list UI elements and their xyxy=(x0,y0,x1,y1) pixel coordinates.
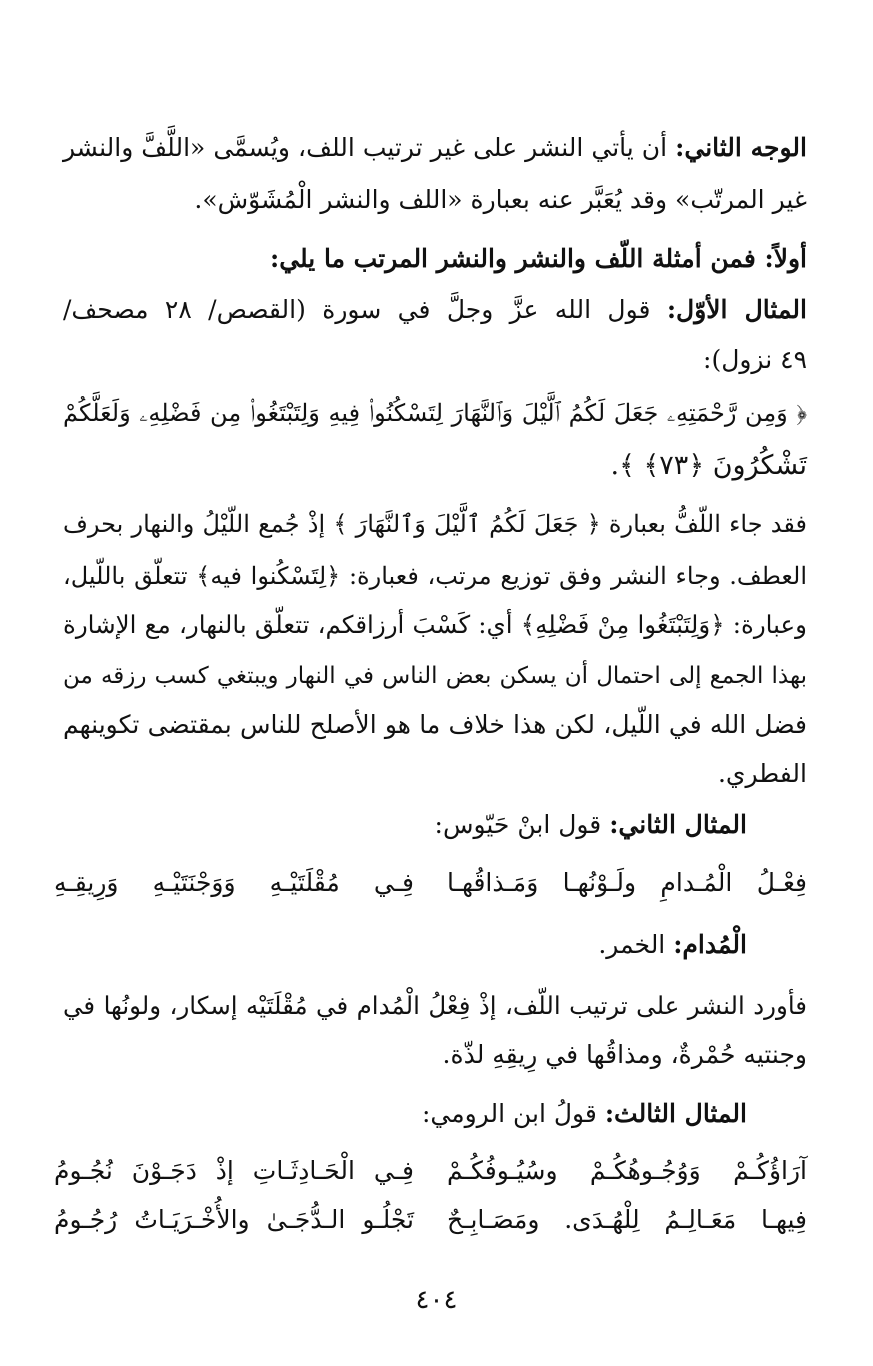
poem-2-line-1-right: آرَاؤُكُـمْ وَوُجُـوهُكُـمْ وسُيُـوفُكُـمْ xyxy=(447,1156,807,1185)
page-number: ٤٠٤ xyxy=(415,1285,458,1315)
section-heading: الوجه الثاني: xyxy=(675,133,807,162)
poem-2-line-1-left: فِـي الْحَـادِثَـاتِ إذْ دَجَـوْنَ نُجُـومُ xyxy=(54,1156,414,1185)
text-line-12: فضل الله في اللّيل، لكن هذا خلاف ما هو الأصلح للناس بمقتضى تكوينهم xyxy=(63,710,807,739)
text-line-9: العطف. وجاء النشر وفق توزيع مرتب، فعبارة: ﴿لِتَسْكُنوا فيه﴾ تتعلّق باللّيل، xyxy=(63,562,807,590)
poem-2-line-2-left: تَجْلُـو الـدُّجَـىٰ والأُخْـرَيَـاتُ رُجُـومُ xyxy=(54,1205,414,1234)
poem-1-left-hemistich: فِـي مُقْلَتَيْـهِ وَوَجْنَتَيْـهِ وَرِيقِـهِ xyxy=(54,868,414,897)
text-line-1: الوجه الثاني: أن يأتي النشر على غير ترتيب اللف، ويُسمَّى «اللَّفَّ والنشر xyxy=(63,133,807,162)
subheading-first: أولاً: فمن أمثلة اللّف والنشر والنشر المرتب ما يلي: xyxy=(269,244,807,273)
text-line-11: بهذا الجمع إلى احتمال أن يسكن بعض الناس في النهار ويبتغي كسب رزقه من xyxy=(63,663,807,689)
quran-verse-line-2: تَشْكُرُونَ ﴿٧٣﴾ ﴾. xyxy=(610,450,807,481)
poem-2-line-2-right: فِيهـا مَعَـالِـمُ لِلْهُـدَى. ومَصَـابِـحٌ xyxy=(447,1205,807,1234)
poem-1-right-hemistich: فِعْـلُ الْمُـدامِ ولَـوْنُهـا وَمَـذاقُهـا xyxy=(447,868,807,897)
text-line-4: المثال الأوّل: قول الله عزَّ وجلَّ في سورة (القصص/ ٢٨ مصحف/ xyxy=(63,295,807,324)
example-heading-1: المثال الأوّل: xyxy=(666,295,807,324)
text-line-19: المثال الثالث: قولُ ابن الرومي: xyxy=(421,1099,747,1128)
text-line-5: ٤٩ نزول): xyxy=(703,345,807,374)
text-line-10: وعبارة: ﴿وَلِتَبْتَغُوا مِنْ فَضْلِهِ﴾ أي: كَسْبَ أرزاقكم، تتعلّق بالنهار، مع الإشارة xyxy=(63,610,807,639)
text-line-2: غير المرتّب» وقد يُعَبَّر عنه بعبارة «اللف والنشر الْمُشَوّش». xyxy=(194,185,807,214)
text-line-14: المثال الثاني: قول ابنْ حَيّوس: xyxy=(434,810,747,839)
text-line-18: وجنتيه حُمْرةٌ، ومذاقُها في رِيقِهِ لذّة. xyxy=(442,1040,807,1069)
definition-line: الْمُدام: الخمر. xyxy=(598,930,747,959)
text-line-17: فأورد النشر على ترتيب اللّف، إذْ فِعْلُ الْمُدام في مُقْلَتَيْه إسكار، ولونُها في xyxy=(63,991,807,1020)
example-heading-3: المثال الثالث: xyxy=(604,1099,747,1128)
example-heading-2: المثال الثاني: xyxy=(609,810,747,839)
text-line-8: فقد جاء اللّفُّ بعبارة ﴿ جَعَلَ لَكُمُ ٱلَّيْلَ وَٱلنَّهَارَ ﴾ إذْ جُمع اللّيْلُ والنهار بحرف xyxy=(63,510,807,538)
text-line-13: الفطري. xyxy=(717,759,807,788)
definition-term: الْمُدام: xyxy=(673,930,747,959)
quran-verse-line-1: ﴿ وَمِن رَّحْمَتِهِۦ جَعَلَ لَكُمُ ٱلَّيْلَ وَٱلنَّهَارَ لِتَسْكُنُوا۟ فِيهِ وَلِتَبْتَغُوا۟ مِن فَضْلِهِۦ وَلَعَلَّكُمْ xyxy=(63,399,807,427)
